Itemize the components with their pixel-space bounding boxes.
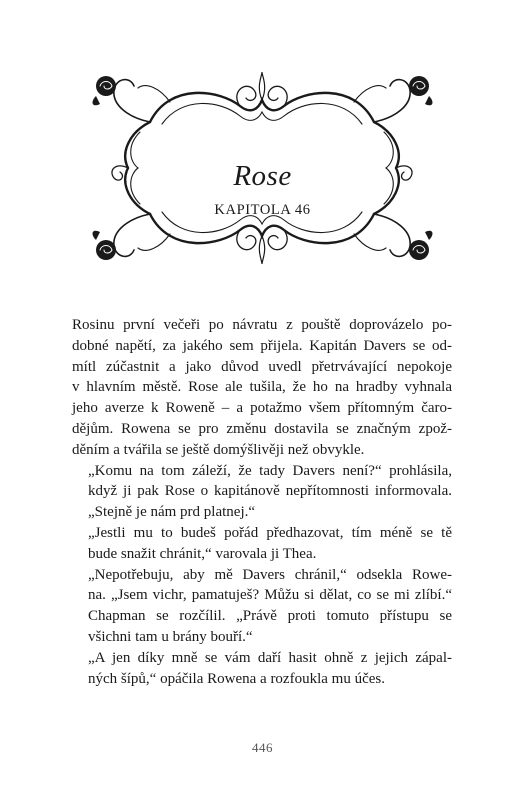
paragraph bbox=[72, 606, 452, 648]
paragraph bbox=[72, 648, 452, 690]
page-number: 446 bbox=[252, 740, 273, 755]
text-line: „Nepotřebuju, aby mě Davers chránil,“ odsekla Rowe- bbox=[88, 566, 452, 583]
text-line: jeho averze k Roweně – a potažmo všem přítomným čaro- bbox=[72, 400, 452, 417]
text-line: děním a tvářila se ještě domýšlivěji než obvykle. bbox=[72, 441, 365, 458]
text-line: mítl zúčastnit a jako důvod uvedl přetrvávající nepokoje bbox=[72, 358, 452, 375]
chapter-title: Rose bbox=[233, 160, 292, 192]
text-line: „Jestli mu to budeš pořád předhazovat, tím méně se tě bbox=[88, 524, 452, 541]
text-line: Chapman se rozčílil. „Právě proti tomuto přístupu se bbox=[88, 608, 452, 625]
text-line: všichni tam u brány bouří.“ bbox=[88, 628, 253, 645]
text-line: Rosinu první večeři po návratu z pouště doprovázelo po- bbox=[72, 317, 452, 333]
text-line: dobné napětí, za jakého sem přijela. Kapitán Davers se od- bbox=[72, 337, 452, 354]
paragraph bbox=[72, 523, 452, 565]
text-line: když ji pak Rose o kapitánově nepřítomnosti informovala. bbox=[88, 483, 452, 500]
text-line: v hlavním městě. Rose ale tušila, že ho na hradby vyhnala bbox=[72, 379, 452, 396]
text-line: dějům. Rowena se pro změnu dostavila se značným zpož- bbox=[72, 420, 452, 437]
paragraph bbox=[72, 461, 452, 523]
text-line: „Komu na tom záleží, že tady Davers není?“ prohlásila, bbox=[88, 462, 452, 479]
paragraph bbox=[72, 565, 452, 607]
paragraph bbox=[72, 315, 452, 461]
body-text bbox=[72, 315, 452, 689]
text-line: ných šípů,“ opáčila Rowena a rozfoukla mu účes. bbox=[88, 670, 385, 687]
text-line: „Stejně je nám prd platnej.“ bbox=[88, 504, 256, 521]
text-line: na. „Jsem vichr, pamatuješ? Můžu si dělat, co se mi zlíbí.“ bbox=[88, 587, 452, 604]
text-line: bude snažit chránit,“ varovala ji Thea. bbox=[88, 545, 317, 562]
chapter-number-label: KAPITOLA 46 bbox=[214, 202, 311, 218]
text-line: „A jen díky mně se vám daří hasit ohně z jejich zápal- bbox=[88, 649, 452, 666]
